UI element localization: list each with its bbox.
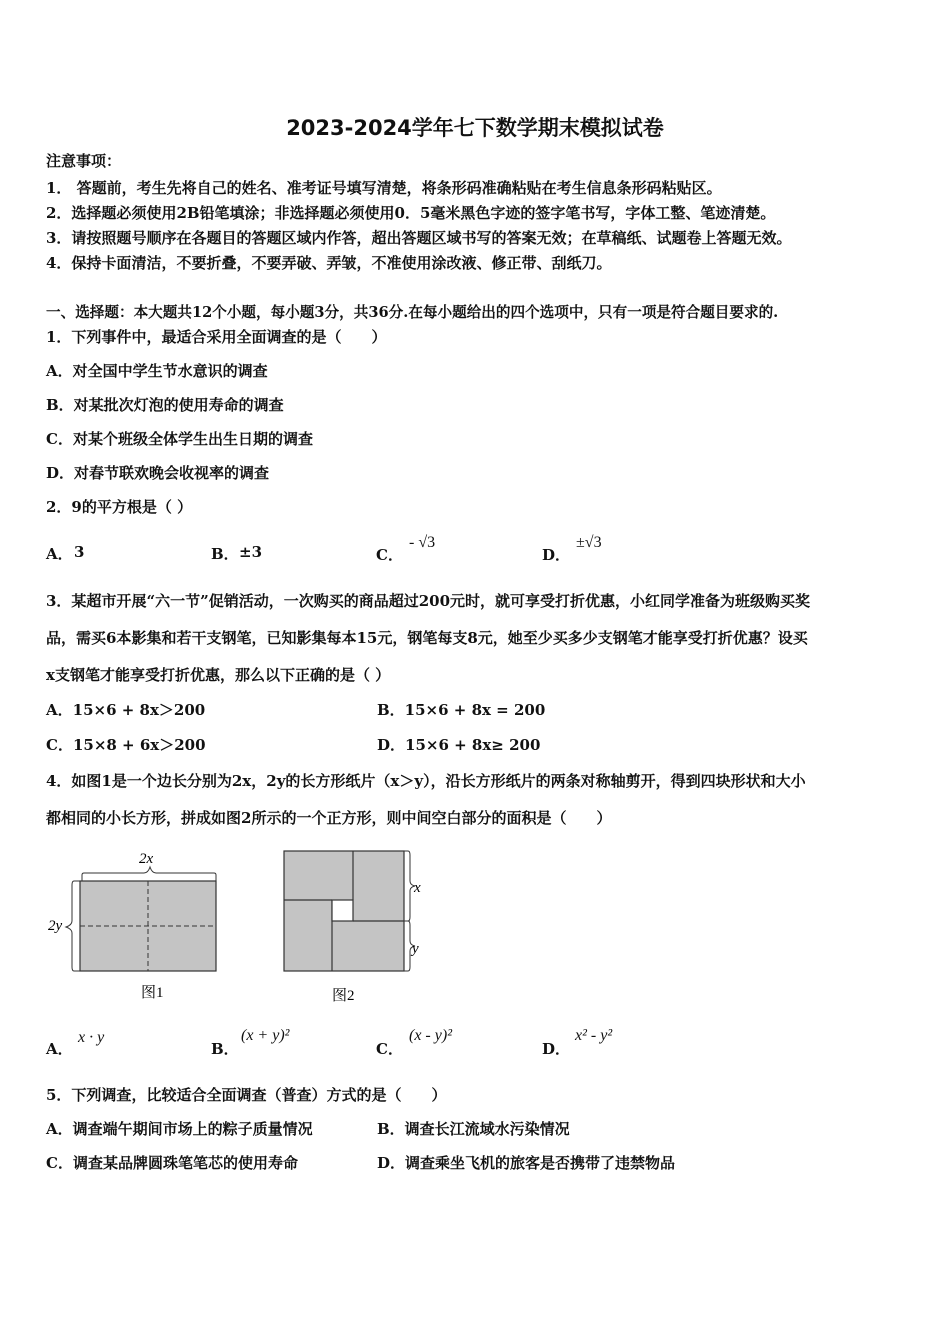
question-4-option-a-label: A． <box>46 1040 73 1058</box>
question-3-stem-line-2: 品，需买6本影集和若干支钢笔，已知影集每本15元，钢笔每支8元，她至少买多少支钢笔才能享受打折优惠？设买 <box>46 629 808 647</box>
question-3-option-c: C．15×8 + 6x＞200 <box>46 736 206 754</box>
notice-item: 4．保持卡面清洁，不要折叠，不要弄破、弄皱，不准使用涂改液、修正带、刮纸刀。 <box>46 254 612 272</box>
notice-item: 2．选择题必须使用2B铅笔填涂；非选择题必须使用0．5毫米黑色字迹的签字笔书写，字体工整、笔迹清楚。 <box>46 204 776 222</box>
question-2-option-d-value: ±√3 <box>576 534 602 551</box>
label-y: y <box>412 941 419 957</box>
question-4-option-b-label: B． <box>211 1040 239 1058</box>
question-2-option-b-label: B． <box>211 545 239 563</box>
brace-top-2x <box>82 867 216 881</box>
question-4-option-a-value: x · y <box>78 1029 105 1046</box>
question-4-option-d-label: D． <box>542 1040 571 1058</box>
question-1-option-a: A．对全国中学生节水意识的调查 <box>46 362 268 380</box>
figure-1-caption: 图1 <box>141 985 164 1001</box>
question-5-option-c: C．调查某品牌圆珠笔笔芯的使用寿命 <box>46 1154 298 1172</box>
label-x: x <box>414 880 421 896</box>
question-3-option-b: B．15×6 + 8x = 200 <box>377 701 546 719</box>
question-4-option-b-value: (x + y)² <box>241 1027 290 1044</box>
question-2-option-a-label: A． <box>46 545 73 563</box>
notice-item: 1． 答题前，考生先将自己的姓名、准考证号填写清楚，将条形码准确粘贴在考生信息条形码粘贴区。 <box>46 179 722 197</box>
section-heading: 一、选择题：本大题共12个小题，每小题3分，共36分.在每小题给出的四个选项中，只有一项是符合题目要求的. <box>46 304 779 321</box>
question-5-option-a: A．调查端午期间市场上的粽子质量情况 <box>46 1120 313 1138</box>
question-2-option-d-label: D． <box>542 546 571 564</box>
notice-item: 3．请按照题号顺序在各题目的答题区域内作答，超出答题区域书写的答案无效；在草稿纸、试题卷上答题无效。 <box>46 229 792 247</box>
question-1-option-d: D．对春节联欢晚会收视率的调查 <box>46 464 270 482</box>
question-1-option-c: C．对某个班级全体学生出生日期的调查 <box>46 430 313 448</box>
question-4-option-c-value: (x - y)² <box>409 1027 452 1044</box>
question-4-option-d-value: x² - y² <box>575 1027 613 1044</box>
label-2y: 2y <box>48 918 63 934</box>
question-5-option-d: D．调查乘坐飞机的旅客是否携带了违禁物品 <box>377 1154 676 1172</box>
question-3-option-d: D．15×6 + 8x≥ 200 <box>377 736 541 754</box>
center-blank-square <box>332 900 353 921</box>
page-title: 2023-2024学年七下数学期末模拟试卷 <box>286 116 664 140</box>
question-1-option-b: B．对某批次灯泡的使用寿命的调查 <box>46 396 284 414</box>
question-3-stem-line-3: x支钢笔才能享受打折优惠，那么以下正确的是（ ） <box>46 666 391 684</box>
question-4-stem-line-1: 4．如图1是一个边长分别为2x，2y的长方形纸片（x＞y），沿长方形纸片的两条对称轴剪开，得到四块形状和大小 <box>46 772 806 790</box>
question-2-option-a-value: 3 <box>74 543 85 561</box>
question-3-stem-line-1: 3．某超市开展“六一节”促销活动，一次购买的商品超过200元时，就可享受打折优惠，小红同学准备为班级购买奖 <box>46 592 811 610</box>
figure-2 <box>272 845 432 1010</box>
notice-heading: 注意事项： <box>46 152 122 170</box>
figure-1 <box>44 845 234 1005</box>
question-2-stem: 2．9的平方根是（ ） <box>46 498 193 516</box>
figure-2-caption: 图2 <box>332 988 355 1004</box>
question-4-option-c-label: C． <box>376 1040 403 1058</box>
label-2x: 2x <box>139 851 154 867</box>
brace-left-2y <box>66 881 80 971</box>
question-5-option-b: B．调查长江流域水污染情况 <box>377 1120 570 1138</box>
question-2-option-c-label: C． <box>376 546 403 564</box>
question-5-stem: 5．下列调查，比较适合全面调查（普查）方式的是（ ） <box>46 1086 447 1104</box>
question-1-stem: 1．下列事件中，最适合采用全面调查的是（ ） <box>46 328 387 346</box>
question-2-option-c-value: - √3 <box>409 534 436 551</box>
question-3-option-a: A．15×6 + 8x＞200 <box>46 701 206 719</box>
question-2-option-b-value: ±3 <box>239 543 263 561</box>
question-4-stem-line-2: 都相同的小长方形，拼成如图2所示的一个正方形，则中间空白部分的面积是（ ） <box>46 809 612 827</box>
